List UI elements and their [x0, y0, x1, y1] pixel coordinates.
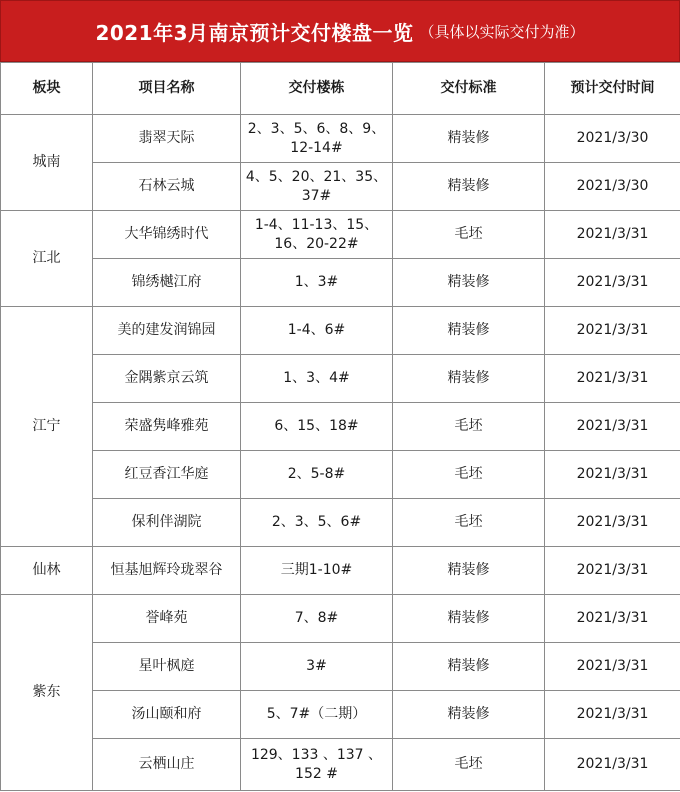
standard-cell: 精装修 [393, 643, 545, 691]
standard-cell: 毛坯 [393, 499, 545, 547]
project-cell: 金隅紫京云筑 [93, 355, 241, 403]
project-cell: 石林云城 [93, 163, 241, 211]
district-cell: 城南 [1, 115, 93, 211]
date-cell: 2021/3/31 [545, 643, 680, 691]
table-row [1, 643, 680, 691]
standard-cell: 精装修 [393, 547, 545, 595]
district-cell: 江北 [1, 211, 93, 307]
table-row [1, 547, 680, 595]
date-cell: 2021/3/31 [545, 211, 680, 259]
date-cell: 2021/3/31 [545, 547, 680, 595]
standard-cell: 毛坯 [393, 451, 545, 499]
table-row [1, 355, 680, 403]
header-date: 预计交付时间 [545, 63, 680, 115]
project-cell: 大华锦绣时代 [93, 211, 241, 259]
buildings-cell: 6、15、18# [241, 403, 393, 451]
table-row [1, 595, 680, 643]
date-cell: 2021/3/31 [545, 691, 680, 739]
table-row [1, 211, 680, 259]
buildings-cell: 5、7#（二期） [241, 691, 393, 739]
standard-cell: 精装修 [393, 163, 545, 211]
table-row [1, 739, 680, 791]
buildings-cell: 129、133 、137 、152 # [241, 739, 393, 791]
project-cell: 红豆香江华庭 [93, 451, 241, 499]
table-title-note: （具体以实际交付为准） [419, 22, 585, 41]
buildings-cell: 2、5-8# [241, 451, 393, 499]
buildings-cell: 3# [241, 643, 393, 691]
buildings-cell: 1、3、4# [241, 355, 393, 403]
project-cell: 锦绣樾江府 [93, 259, 241, 307]
table-row [1, 163, 680, 211]
buildings-cell: 4、5、20、21、35、37# [241, 163, 393, 211]
standard-cell: 毛坯 [393, 211, 545, 259]
date-cell: 2021/3/31 [545, 259, 680, 307]
project-cell: 美的建发润锦园 [93, 307, 241, 355]
table-row [1, 499, 680, 547]
buildings-cell: 三期1-10# [241, 547, 393, 595]
table-row [1, 691, 680, 739]
date-cell: 2021/3/31 [545, 451, 680, 499]
table-header-row [1, 63, 680, 115]
project-cell: 誉峰苑 [93, 595, 241, 643]
project-cell: 汤山颐和府 [93, 691, 241, 739]
table-row [1, 115, 680, 163]
table-row [1, 403, 680, 451]
buildings-cell: 1-4、11-13、15、16、20-22# [241, 211, 393, 259]
date-cell: 2021/3/31 [545, 499, 680, 547]
buildings-cell: 2、3、5、6# [241, 499, 393, 547]
project-cell: 星叶枫庭 [93, 643, 241, 691]
table-row [1, 307, 680, 355]
table-title-bar [0, 0, 680, 62]
standard-cell: 精装修 [393, 115, 545, 163]
district-cell: 紫东 [1, 595, 93, 791]
project-cell: 荣盛隽峰雅苑 [93, 403, 241, 451]
table-row [1, 259, 680, 307]
header-buildings: 交付楼栋 [241, 63, 393, 115]
project-cell: 云栖山庄 [93, 739, 241, 791]
standard-cell: 毛坯 [393, 403, 545, 451]
table-row [1, 451, 680, 499]
date-cell: 2021/3/31 [545, 739, 680, 791]
project-cell: 恒基旭辉玲珑翠谷 [93, 547, 241, 595]
standard-cell: 精装修 [393, 691, 545, 739]
standard-cell: 精装修 [393, 259, 545, 307]
date-cell: 2021/3/31 [545, 595, 680, 643]
district-cell: 仙林 [1, 547, 93, 595]
table-title: 2021年3月南京预计交付楼盘一览 [95, 20, 414, 45]
buildings-cell: 1-4、6# [241, 307, 393, 355]
date-cell: 2021/3/31 [545, 403, 680, 451]
date-cell: 2021/3/30 [545, 115, 680, 163]
delivery-table [0, 62, 680, 791]
header-standard: 交付标准 [393, 63, 545, 115]
header-project: 项目名称 [93, 63, 241, 115]
buildings-cell: 2、3、5、6、8、9、12-14# [241, 115, 393, 163]
standard-cell: 精装修 [393, 355, 545, 403]
project-cell: 保利伴湖院 [93, 499, 241, 547]
standard-cell: 精装修 [393, 595, 545, 643]
project-cell: 翡翠天际 [93, 115, 241, 163]
buildings-cell: 1、3# [241, 259, 393, 307]
date-cell: 2021/3/30 [545, 163, 680, 211]
header-district: 板块 [1, 63, 93, 115]
date-cell: 2021/3/31 [545, 307, 680, 355]
date-cell: 2021/3/31 [545, 355, 680, 403]
standard-cell: 毛坯 [393, 739, 545, 791]
district-cell: 江宁 [1, 307, 93, 547]
standard-cell: 精装修 [393, 307, 545, 355]
buildings-cell: 7、8# [241, 595, 393, 643]
